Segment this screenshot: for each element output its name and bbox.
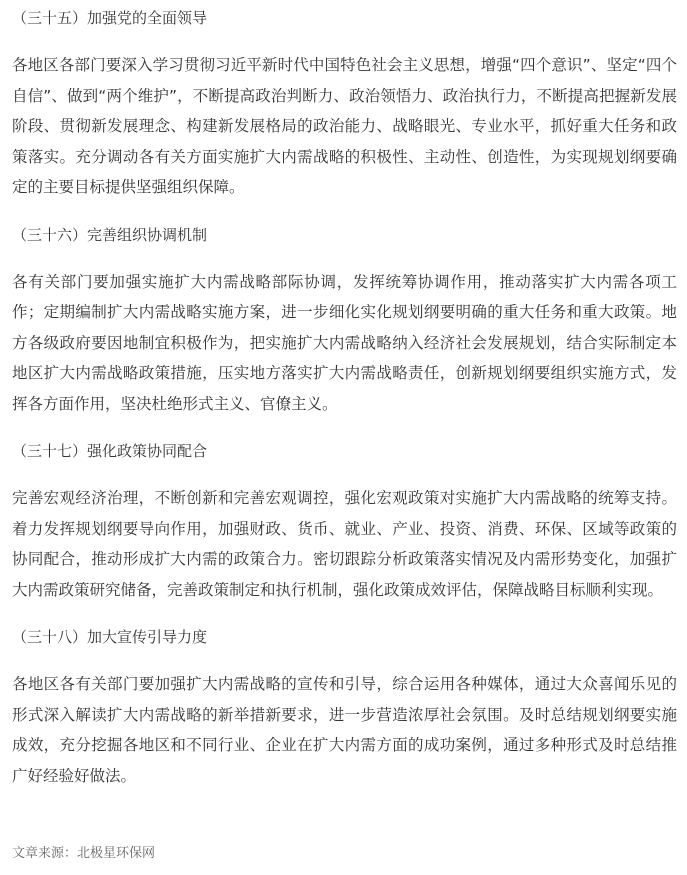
section-paragraph-38: 各地区各有关部门要加强扩大内需战略的宣传和引导，综合运用各种媒体，通过大众喜闻乐见的形式深入解读扩大内需战略的新举措新要求，进一步营造浓厚社会氛围。及时总结规划纲要实施成效，充分挖掘各地区和不同行业、企业在扩大内需方面的成功案例，通过多种形式及时总结推广好经验好做法。 [12,675,677,785]
section-heading-37: （三十七）强化政策协同配合 [12,442,208,460]
section-paragraph-37: 完善宏观经济治理，不断创新和完善宏观调控，强化宏观政策对实施扩大内需战略的统筹支持。着力发挥规划纲要导向作用，加强财政、货币、就业、产业、投资、消费、环保、区域等政策的协同配合，推动形成扩大内需的政策合力。密切跟踪分析政策落实情况及内需形势变化，加强扩大内需政策研究储备，完善政策制定和执行机制，强化政策成效评估，保障战略目标顺利实现。 [12,489,677,599]
section-paragraph-36: 各有关部门要加强实施扩大内需战略部际协调，发挥统筹协调作用，推动落实扩大内需各项工作；定期编制扩大内需战略实施方案，进一步细化实化规划纲要明确的重大任务和重大政策。地方各级政府要因地制宜积极作为，把实施扩大内需战略纳入经济社会发展规划，结合实际制定本地区扩大内需战略政策措施，压实地方落实扩大内需战略责任，创新规划纲要组织实施方式，发挥各方面作用，坚决杜绝形式主义、官僚主义。 [12,272,677,413]
section-heading-38: （三十八）加大宣传引导力度 [12,628,208,646]
section-heading-35: （三十五）加强党的全面领导 [12,9,208,27]
section-heading-36: （三十六）完善组织协调机制 [12,225,208,244]
article-source: 文章来源：北极星环保网 [12,846,156,861]
section-paragraph-35: 各地区各部门要深入学习贯彻习近平新时代中国特色社会主义思想，增强“四个意识”、坚定“四个自信”、做到“两个维护”，不断提高政治判断力、政治领悟力、政治执行力，不断提高把握新发展阶段、贯彻新发展理念、构建新发展格局的政治能力、战略眼光、专业水平，抓好重大任务和政策落实。充分调动各有关方面实施扩大内需战略的积极性、主动性、创造性，为实现规划纲要确定的主要目标提供坚强组织保障。 [12,56,677,196]
